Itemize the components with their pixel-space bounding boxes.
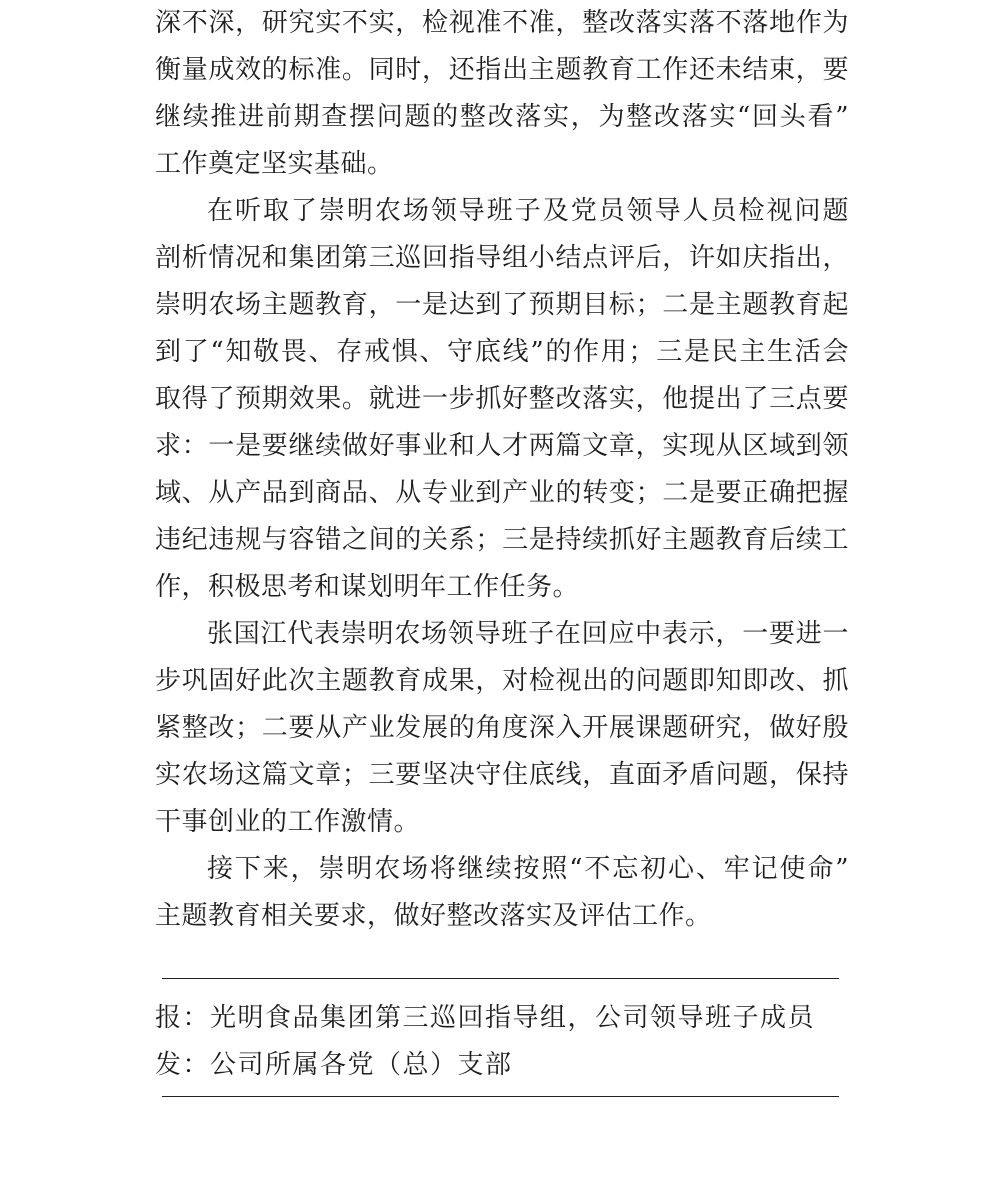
- paragraph-zhang-guojiang-response: [155, 611, 849, 846]
- text-line: 实农场这篇文章；三要坚决守住底线，直面矛盾问题，保持: [155, 760, 849, 790]
- text-line: 张国江代表崇明农场领导班子在回应中表示，一要进一: [207, 619, 849, 649]
- text-line: 继续推进前期查摆问题的整改落实，为整改落实“回头看”: [155, 102, 849, 132]
- text-line: 主题教育相关要求，做好整改落实及评估工作。: [155, 901, 712, 931]
- text-line: 到了“知敬畏、存戒惧、守底线”的作用；三是民主生活会: [155, 337, 849, 367]
- article-body: [155, 0, 849, 940]
- text-line: 作，积极思考和谋划明年工作任务。: [155, 572, 580, 602]
- text-line: 紧整改；二要从产业发展的角度深入开展课题研究，做好殷: [155, 713, 849, 743]
- text-line: 求：一是要继续做好事业和人才两篇文章，实现从区域到领: [155, 431, 849, 461]
- text-line: 取得了预期效果。就进一步抓好整改落实，他提出了三点要: [155, 384, 849, 414]
- paragraph-xu-ruqing-remarks: [155, 188, 849, 611]
- text-line: 工作奠定坚实基础。: [155, 149, 394, 179]
- paragraph-next-steps: [155, 846, 849, 940]
- distribution-top-divider: [162, 978, 839, 979]
- text-line: 接下来，崇明农场将继续按照“不忘初心、牢记使命”: [207, 854, 849, 884]
- text-line: 域、从产品到商品、从专业到产业的转变；二是要正确把握: [155, 478, 849, 508]
- text-line: 违纪违规与容错之间的关系；三是持续抓好主题教育后续工: [155, 525, 849, 555]
- text-line: 剖析情况和集团第三巡回指导组小结点评后，许如庆指出，: [155, 243, 849, 273]
- send-to-line: 发：公司所属各党（总）支部: [155, 1050, 513, 1080]
- report-to-line: 报：光明食品集团第三巡回指导组，公司领导班子成员: [155, 1003, 816, 1033]
- distribution-list: [155, 995, 845, 1089]
- text-line: 在听取了崇明农场领导班子及党员领导人员检视问题: [207, 196, 849, 226]
- paragraph-evaluation-standards: [155, 0, 849, 188]
- text-line: 崇明农场主题教育，一是达到了预期目标；二是主题教育起: [155, 290, 849, 320]
- text-line: 步巩固好此次主题教育成果，对检视出的问题即知即改、抓: [155, 666, 849, 696]
- text-line: 干事创业的工作激情。: [155, 807, 421, 837]
- text-line: 深不深，研究实不实，检视准不准，整改落实落不落地作为: [155, 8, 849, 38]
- distribution-bottom-divider: [162, 1096, 839, 1097]
- text-line: 衡量成效的标准。同时，还指出主题教育工作还未结束，要: [155, 55, 849, 85]
